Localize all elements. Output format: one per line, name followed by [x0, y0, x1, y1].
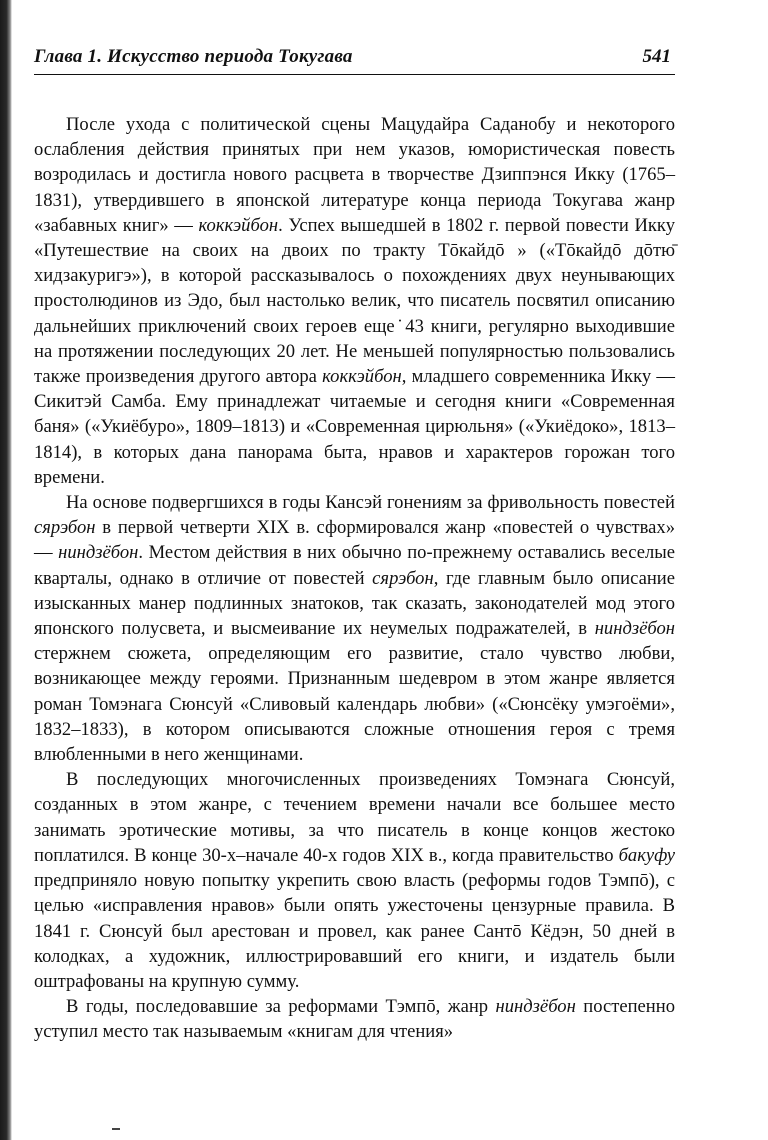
paragraph: [34, 490, 675, 767]
italic-term: ниндзёбон: [58, 542, 139, 564]
text-run: в первой четверти XIX в. сформировался жанр «повестей о чувствах» —: [34, 517, 675, 564]
italic-term: ниндзёбон: [594, 618, 675, 640]
paragraph: [34, 994, 675, 1044]
running-header: [34, 44, 675, 75]
text-run: . Местом действия в них обычно по-прежнему оставались веселые кварталы, однако в отличие от повестей: [34, 542, 675, 589]
italic-term: бакуфу: [618, 844, 675, 866]
print-mark: [112, 1128, 120, 1130]
text-run: В годы, последовавшие за реформами Тэмпō, жанр: [66, 996, 496, 1018]
text-run: постепенно уступил место так называемым «книгам для чтения»: [34, 996, 675, 1043]
italic-term: сярэбон: [34, 517, 96, 539]
text-run: стержнем сюжета, определяющим его развитие, стало чувство любви, возникающее между героями. Признанным шедевром в этом жанре является роман Томэнага Сюнсуй «Сливовый календарь любви» («Сюнсёку умэгоёми», 1832–1833), в котором описываются сложные отношения героя с тремя влюбленными в него женщинами.: [34, 643, 675, 766]
text-run: предприняло новую попытку укрепить свою власть (реформы годов Тэмпō), с целью «исправления нравов» были опять ужесточены цензурные правила. В 1841 г. Сюнсуй был арестован и провел, как ранее Сантō Кёдэн, 50 дней в колодках, а художник, иллюстрировавший его книги, и издатель были оштрафованы на крупную сумму.: [34, 870, 675, 992]
text-run: . Успех вышедшей в 1802 г. первой повести Икку «Путешествие на своих на двоих по тракту Тōкайдō » («Тōкайдō дōтю̄ хидзакуригэ»), в которой рассказывалось о похождениях двух неунывающих простолюдинов из Эдо, был настолько велик, что писатель посвятил описанию дальнейших приключений своих героев еще˙43 книги, регулярно выходившие на протяжении последующих 20 лет. Не меньшей популярностью пользовались также произведения другого автора: [34, 214, 675, 388]
chapter-title: Глава 1. Искусство периода Токугава: [34, 46, 353, 67]
paragraph: [34, 767, 675, 994]
text-run: На основе подвергшихся в годы Кансэй гонениям за фривольность повестей: [66, 492, 675, 514]
text-run: , где главным было описание изысканных манер подлинных знатоков, так сказать, законодателей мод этого японского полусвета, и высмеивание их неумелых подражателей, в: [34, 567, 675, 640]
italic-term: коккэйбон: [198, 214, 279, 236]
text-run: В последующих многочисленных произведениях Томэнага Сюнсуй, созданных в этом жанре, с течением времени начали все большее место занимать эротические мотивы, за что писатель в конце концов жестоко поплатился. В конце 30-х–начале 40-х годов XIX в., когда правительство: [34, 769, 675, 866]
text-run: После ухода с политической сцены Мацудайра Саданобу и некоторого ослабления действия принятых при нем указов, юмористическая повесть возродилась и достигла нового расцвета в творчестве Дзиппэнся Икку (1765–1831), утвердившего в японской литературе конца периода Токугава жанр «забавных книг» —: [34, 114, 675, 236]
paragraph: [34, 112, 675, 490]
page-number: 541: [642, 46, 671, 67]
italic-term: сярэбон: [372, 567, 434, 589]
text-body: [34, 112, 675, 1045]
italic-term: коккэйбон: [322, 366, 402, 388]
text-run: , младшего современника Икку — Сикитэй Самба. Ему принадлежат читаемые и сегодня книги «Современная баня» («Укиёбуро», 1809–1813) и «Современная цирюльня» («Укиёдоко», 1813–1814), в которых дана панорама быта, нравов и характеров горожан того времени.: [34, 366, 675, 488]
book-spine-shadow: [0, 0, 12, 1140]
italic-term: ниндзёбон: [495, 996, 576, 1018]
